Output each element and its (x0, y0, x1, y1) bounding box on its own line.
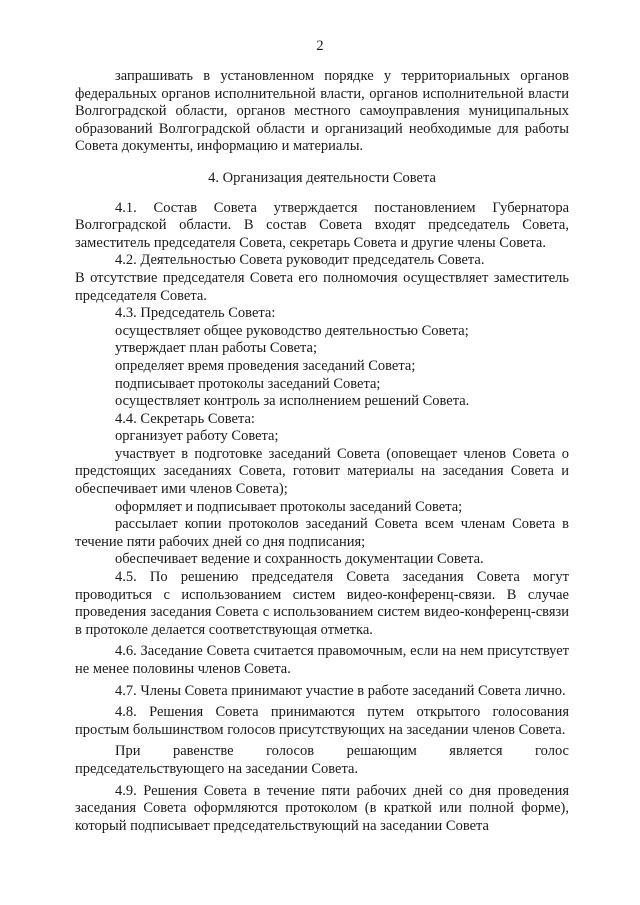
list-item: определяет время проведения заседаний Совета; (115, 357, 416, 374)
list-item: оформляет и подписывает протоколы заседаний Совета; (115, 498, 463, 515)
paragraph-4-4: 4.4. Секретарь Совета: (115, 410, 255, 427)
paragraph-4-8: 4.8. Решения Совета принимаются путем открытого голосования простым большинством голосов присутствующих на заседании членов Совета. (75, 704, 569, 738)
paragraph-4-3: 4.3. Председатель Совета: (115, 305, 276, 322)
document-body (75, 68, 569, 835)
paragraph-4-5: 4.5. По решению председателя Совета заседания Совета могут проводиться с использованием систем видео-конференц-связи. В случае проведения заседания Совета с использованием систем видео-конференц-связи в протоколе делается соответствующая отметка. (75, 569, 569, 638)
paragraph-4-2-cont: В отсутствие председателя Совета его полномочия осуществляет заместитель председателя Совета. (75, 269, 569, 304)
intro-paragraph: запрашивать в установленном порядке у территориальных органов федеральных органов исполнительной власти, органов исполнительной власти Волгоградской области, органов местного самоуправления муниципальных образований Волгоградской области и организаций необходимые для работы Совета документы, информацию и материалы. (75, 68, 569, 155)
list-item: подписывает протоколы заседаний Совета; (115, 375, 381, 392)
paragraph-4-6: 4.6. Заседание Совета считается правомочным, если на нем присутствует не менее половины членов Совета. (75, 643, 569, 677)
list-item: организует работу Совета; (115, 428, 279, 445)
list-item: осуществляет общее руководство деятельностью Совета; (115, 322, 469, 339)
paragraph-4-9: 4.9. Решения Совета в течение пяти рабочих дней со дня проведения заседания Совета оформляются протоколом (в краткой или полной форме), который подписывает председательствующий на заседании Совета (75, 782, 569, 834)
paragraph-4-8-cont: При равенстве голосов решающим является голос председательствующего на заседании Совета. (75, 743, 569, 777)
paragraph-4-1: 4.1. Состав Совета утверждается постановлением Губернатора Волгоградской области. В состав Совета входят председатель Совета, заместитель председателя Совета, секретарь Совета и другие члены Совета. (75, 199, 569, 251)
page-number: 2 (316, 38, 324, 54)
list-item: участвует в подготовке заседаний Совета (оповещает членов Совета о предстоящих заседаниях Совета, готовит материалы на заседания Совета и обеспечивает ими членов Совета); (75, 445, 569, 498)
list-item: утверждает план работы Совета; (115, 340, 318, 357)
paragraph-4-7: 4.7. Члены Совета принимают участие в работе заседаний Совета лично. (115, 682, 566, 699)
paragraph-4-2: 4.2. Деятельностью Совета руководит председатель Совета. (115, 252, 485, 269)
list-item: осуществляет контроль за исполнением решений Совета. (115, 393, 470, 410)
list-item: обеспечивает ведение и сохранность документации Совета. (115, 551, 484, 568)
section-heading: 4. Организация деятельности Совета (208, 169, 436, 186)
list-item: рассылает копии протоколов заседаний Совета всем членам Совета в течение пяти рабочих дней со дня подписания; (75, 516, 569, 550)
